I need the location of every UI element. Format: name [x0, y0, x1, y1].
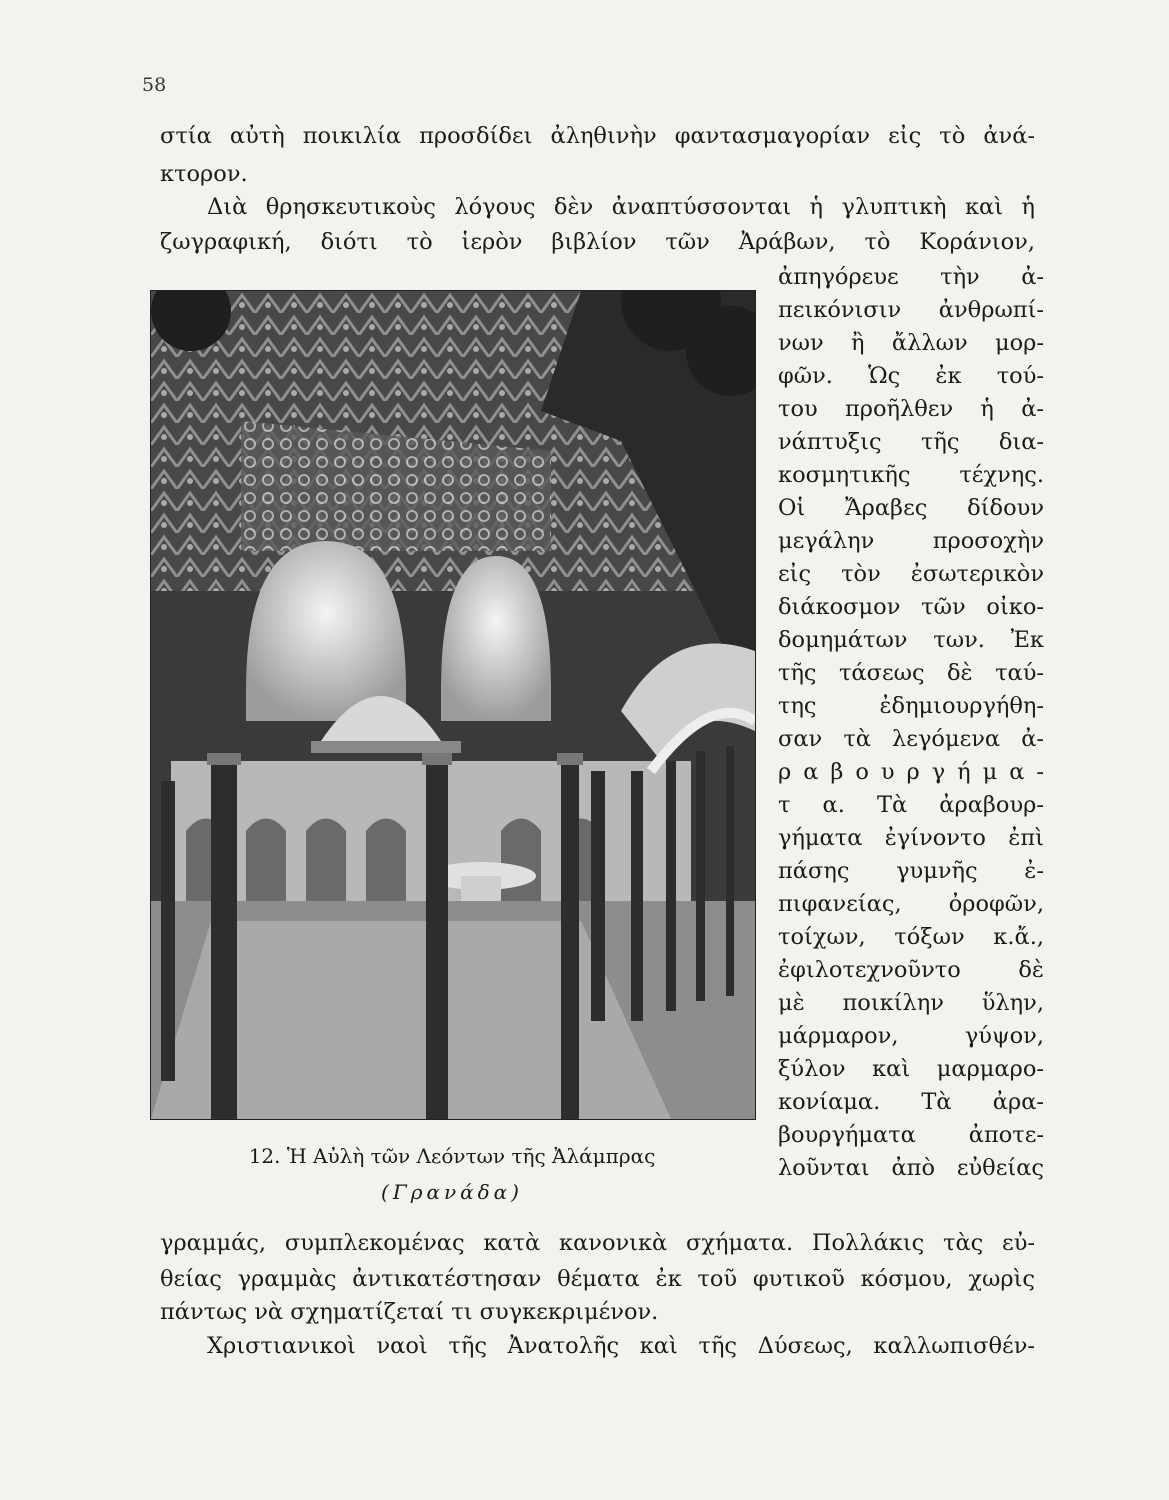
side-text-line: βουργήματα ἀποτε-: [778, 1122, 1044, 1148]
figure-caption-location: (Γρανάδα): [381, 1180, 523, 1204]
page-number: 58: [142, 74, 167, 96]
side-text-line: του προῆλθεν ἡ ἀ-: [778, 396, 1044, 422]
side-text-line: ἀπηγόρευε τὴν ἀ-: [778, 264, 1044, 290]
side-text-line: δομημάτων των. Ἐκ: [778, 627, 1044, 653]
side-text-line: λοῦνται ἀπὸ εὐθείας: [778, 1155, 1044, 1181]
side-text-line: ρ α β ο υ ρ γ ή μ α -: [778, 759, 1044, 785]
side-text-line: φῶν. Ὡς ἐκ τού-: [778, 363, 1044, 389]
figure-caption: 12. Ἡ Αὐλὴ τῶν Λεόντων τῆς Ἀλάμπρας: [248, 1144, 656, 1168]
side-text-line: μάρμαρον, γύψον,: [778, 1023, 1044, 1049]
side-text-line: πάσης γυμνῆς ἐ-: [778, 858, 1044, 884]
side-text-line: μὲ ποικίλην ὕλην,: [778, 990, 1044, 1016]
side-text-line: σαν τὰ λεγόμενα ἀ-: [778, 726, 1044, 752]
side-text-line: τ α. Τὰ ἀραβουρ-: [778, 792, 1044, 818]
text-line: Χριστιανικοὶ ναοὶ τῆς Ἀνατολῆς καὶ τῆς Δύσεως, καλλωπισθέν-: [207, 1333, 1035, 1359]
side-text-line: γήματα ἐγίνοντο ἐπὶ: [778, 825, 1044, 851]
side-text-line: κοσμητικῆς τέχνης.: [778, 462, 1044, 488]
text-line: κτορον.: [160, 161, 248, 187]
side-text-line: ξύλον καὶ μαρμαρο-: [778, 1056, 1044, 1082]
side-text-line: νάπτυξις τῆς δια-: [778, 429, 1044, 455]
side-text-line: πεικόνισιν ἀνθρωπί-: [778, 297, 1044, 323]
side-text-line: κονίαμα. Τὰ ἀρα-: [778, 1089, 1044, 1115]
text-line: γραμμάς, συμπλεκομένας κατὰ κανονικὰ σχήματα. Πολλάκις τὰς εὐ-: [160, 1230, 1035, 1256]
side-text-line: διάκοσμον τῶν οἰκο-: [778, 594, 1044, 620]
side-text-line: της ἐδημιουργήθη-: [778, 693, 1044, 719]
text-line: ζωγραφική, διότι τὸ ἱερὸν βιβλίον τῶν Ἀράβων, τὸ Κοράνιον,: [160, 229, 1035, 255]
side-text-line: εἰς τὸν ἐσωτερικὸν: [778, 561, 1044, 587]
text-line: Διὰ θρησκευτικοὺς λόγους δὲν ἀναπτύσσονται ἡ γλυπτικὴ καὶ ἡ: [207, 194, 1035, 220]
text-line: πάντως νὰ σχηματίζεταί τι συγκεκριμένον.: [160, 1299, 659, 1325]
text-line: θείας γραμμὰς ἀντικατέστησαν θέματα ἐκ τοῦ φυτικοῦ κόσμου, χωρὶς: [160, 1266, 1035, 1292]
side-text-line: Οἱ Ἄραβες δίδουν: [778, 495, 1044, 521]
side-text-line: νων ἢ ἄλλων μορ-: [778, 330, 1044, 356]
side-text-line: τοίχων, τόξων κ.ἄ.,: [778, 924, 1044, 950]
side-text-line: πιφανείας, ὀροφῶν,: [778, 891, 1044, 917]
text-line: στία αὐτὴ ποικιλία προσδίδει ἀληθινὴν φαντασμαγορίαν εἰς τὸ ἀνά-: [160, 123, 1035, 149]
side-text-line: τῆς τάσεως δὲ ταύ-: [778, 660, 1044, 686]
side-text-line: ἐφιλοτεχνοῦντο δὲ: [778, 957, 1044, 983]
alhambra-court-photo: [150, 290, 756, 1120]
side-text-line: μεγάλην προσοχὴν: [778, 528, 1044, 554]
